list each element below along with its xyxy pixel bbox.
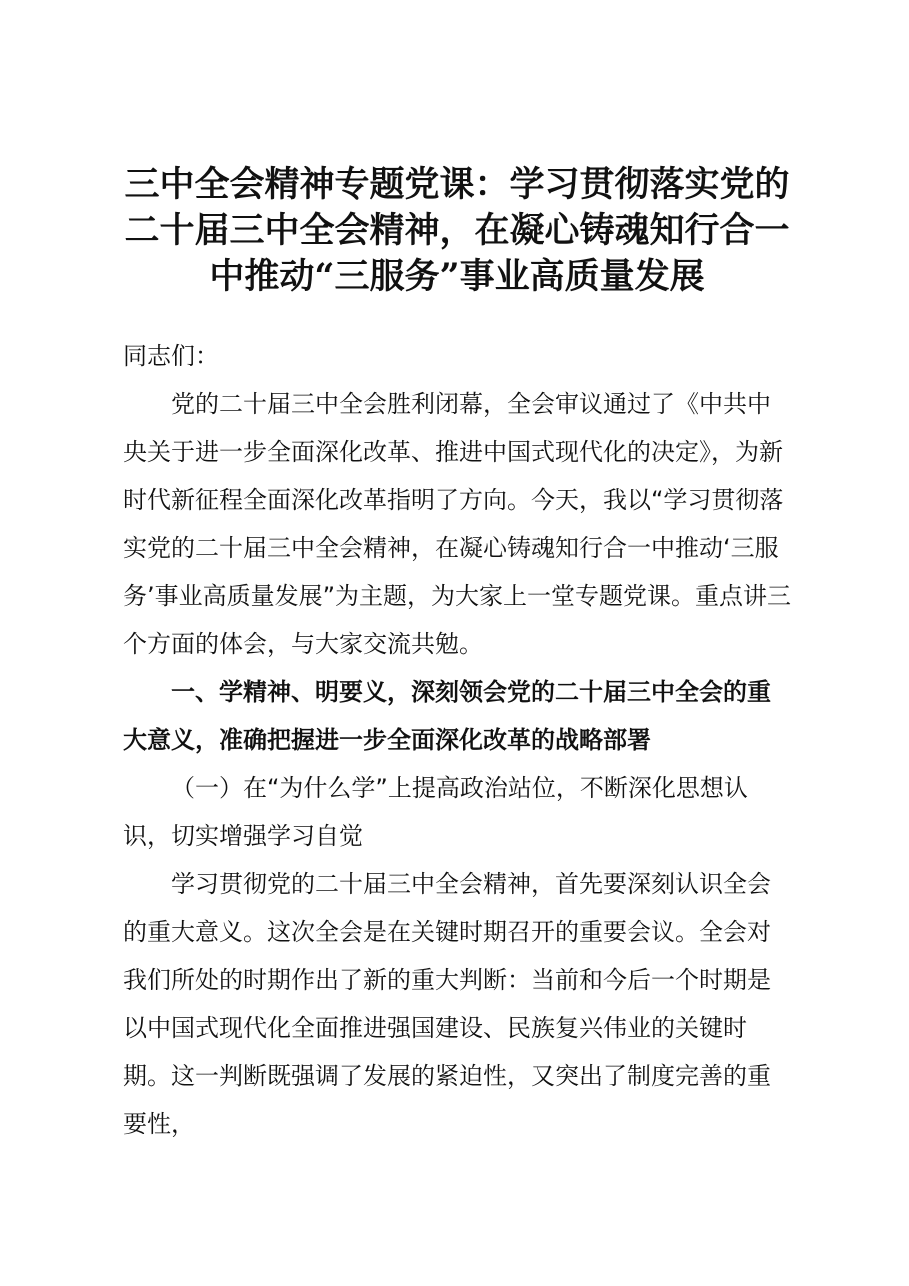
document-body [123, 332, 793, 1148]
subsection-heading: （一）在“为什么学”上提高政治站位，不断深化思想认识，切实增强学习自觉 [123, 774, 748, 850]
document-title: 三中全会精神专题党课：学习贯彻落实党的二十届三中全会精神，在凝心铸魂知行合一中推动“三服务”事业高质量发展 [124, 164, 790, 297]
section-heading: 一、学精神、明要义，深刻领会党的二十届三中全会的重大意义，准确把握进一步全面深化改革的战略部署 [123, 678, 771, 754]
salutation: 同志们： [123, 342, 219, 370]
body-paragraph: 学习贯彻党的二十届三中全会精神，首先要深刻认识全会的重大意义。这次全会是在关键时期召开的重要会议。全会对我们所处的时期作出了新的重大判断：当前和今后一个时期是以中国式现代化全面推进强国建设、民族复兴伟业的关键时期。这一判断既强调了发展的紧迫性，又突出了制度完善的重要性， [123, 870, 771, 1138]
intro-paragraph: 党的二十届三中全会胜利闭幕，全会审议通过了《中共中央关于进一步全面深化改革、推进中国式现代化的决定》，为新时代新征程全面深化改革指明了方向。今天，我以“学习贯彻落实党的二十届三中全会精神，在凝心铸魂知行合一中推动‘三服务’事业高质量发展”为主题，为大家上一堂专题党课。重点讲三个方面的体会，与大家交流共勉。 [123, 390, 792, 658]
